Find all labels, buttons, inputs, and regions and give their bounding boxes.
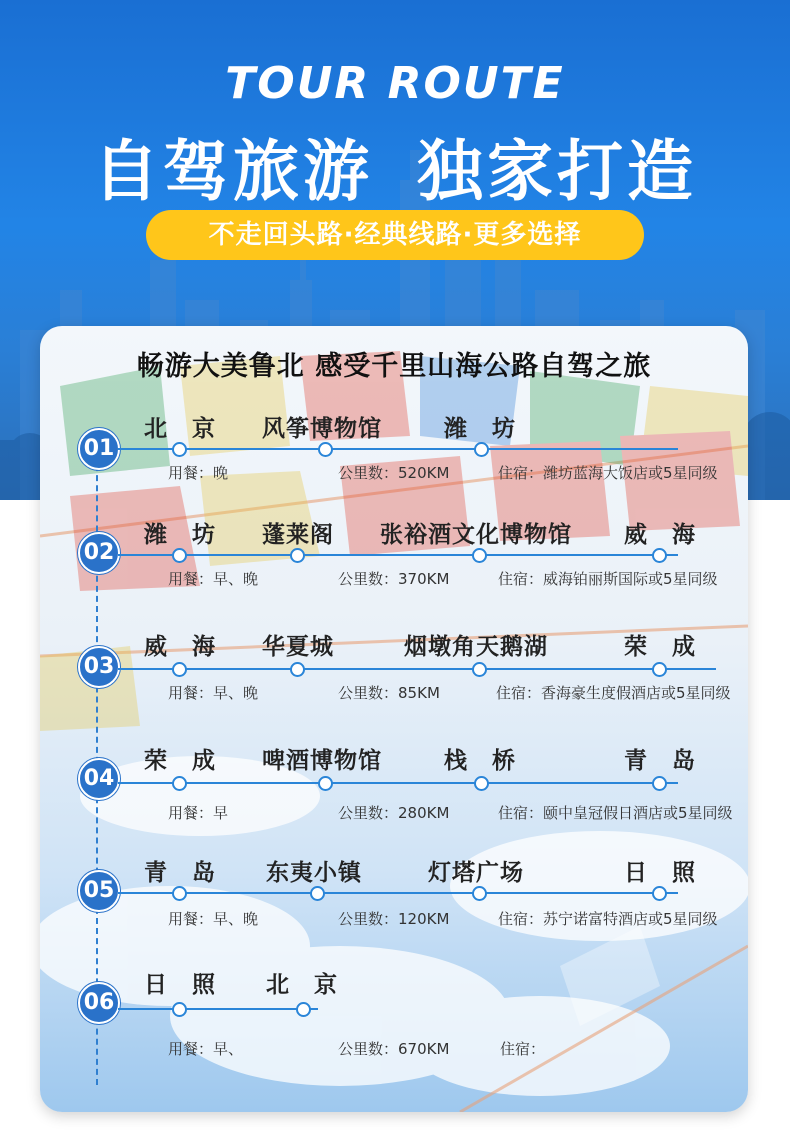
day-stop: 蓬莱阁 [262,522,334,548]
stop-dot [652,548,667,563]
day-stop: 栈 桥 [444,748,516,774]
lodging-info: 住宿：潍坊蓝海大饭店或5星同级 [498,464,718,482]
stop-dot [652,662,667,677]
stop-dot [290,662,305,677]
distance-info: 公里数：670KM [338,1040,450,1058]
day-stop: 威 海 [624,522,696,548]
day-stop: 青 岛 [624,748,696,774]
distance-info: 公里数：280KM [338,804,450,822]
day-badge: 03 [78,646,120,688]
tagline-pill: 不走回头路·经典线路·更多选择 [146,210,644,260]
stop-dot [290,548,305,563]
stop-dot [652,886,667,901]
stop-dot [474,442,489,457]
day-stop: 啤酒博物馆 [262,748,382,774]
lodging-info: 住宿：香海豪生度假酒店或5星同级 [496,684,731,702]
meal-info: 用餐：早、晚 [168,570,259,588]
day-route-line [118,1008,318,1010]
stop-dot [172,776,187,791]
stop-dot [172,548,187,563]
day-stop: 华夏城 [262,634,334,660]
lodging-info: 住宿：威海铂丽斯国际或5星同级 [498,570,718,588]
stop-dot [472,662,487,677]
day-row-03 [0,618,790,728]
day-row-06 [0,960,790,1070]
day-stop: 北 京 [266,972,338,998]
day-badge: 04 [78,758,120,800]
stop-dot [172,442,187,457]
day-row-02 [0,506,790,616]
day-stop: 北 京 [144,416,216,442]
meal-info: 用餐：晚 [168,464,229,482]
day-stop: 烟墩角天鹅湖 [404,634,548,660]
day-route-line [118,892,678,894]
main-title [0,118,790,213]
meal-info: 用餐：早、晚 [168,684,259,702]
stop-dot [172,662,187,677]
distance-info: 公里数：120KM [338,910,450,928]
day-stop: 潍 坊 [444,416,516,442]
meal-info: 用餐：早、 [168,1040,244,1058]
distance-info: 公里数：370KM [338,570,450,588]
day-row-04 [0,734,790,844]
main-title-right: 独家打造 [417,133,697,210]
tour-route-heading: TOUR ROUTE [225,58,565,109]
day-stop: 青 岛 [144,860,216,886]
stop-dot [296,1002,311,1017]
day-stop: 荣 成 [144,748,216,774]
distance-info: 公里数：85KM [338,684,440,702]
card-heading: 畅游大美鲁北 感受千里山海公路自驾之旅 [136,351,652,382]
lodging-info: 住宿： [500,1040,546,1058]
day-stop: 风筝博物馆 [262,416,382,442]
day-stop: 日 照 [144,972,216,998]
day-badge: 06 [78,982,120,1024]
day-badge: 01 [78,428,120,470]
stop-dot [652,776,667,791]
day-route-line [118,554,678,556]
day-route-line [118,782,678,784]
stop-dot [472,548,487,563]
day-stop: 日 照 [624,860,696,886]
day-stop: 潍 坊 [144,522,216,548]
day-route-line [118,668,716,670]
stop-dot [472,886,487,901]
day-stop: 张裕酒文化博物馆 [380,522,572,548]
meal-info: 用餐：早、晚 [168,910,259,928]
stop-dot [474,776,489,791]
day-badge: 02 [78,532,120,574]
stop-dot [172,1002,187,1017]
day-row-01 [0,400,790,510]
day-stop: 东夷小镇 [266,860,362,886]
main-title-left: 自驾旅游 [93,133,373,210]
day-stop: 荣 成 [624,634,696,660]
meal-info: 用餐：早 [168,804,229,822]
day-stop: 威 海 [144,634,216,660]
stop-dot [172,886,187,901]
lodging-info: 住宿：苏宁诺富特酒店或5星同级 [498,910,718,928]
day-stop: 灯塔广场 [428,860,524,886]
stop-dot [318,442,333,457]
day-row-05 [0,848,790,958]
day-badge: 05 [78,870,120,912]
distance-info: 公里数：520KM [338,464,450,482]
stop-dot [310,886,325,901]
day-route-line [118,448,678,450]
stop-dot [318,776,333,791]
lodging-info: 住宿：颐中皇冠假日酒店或5星同级 [498,804,733,822]
